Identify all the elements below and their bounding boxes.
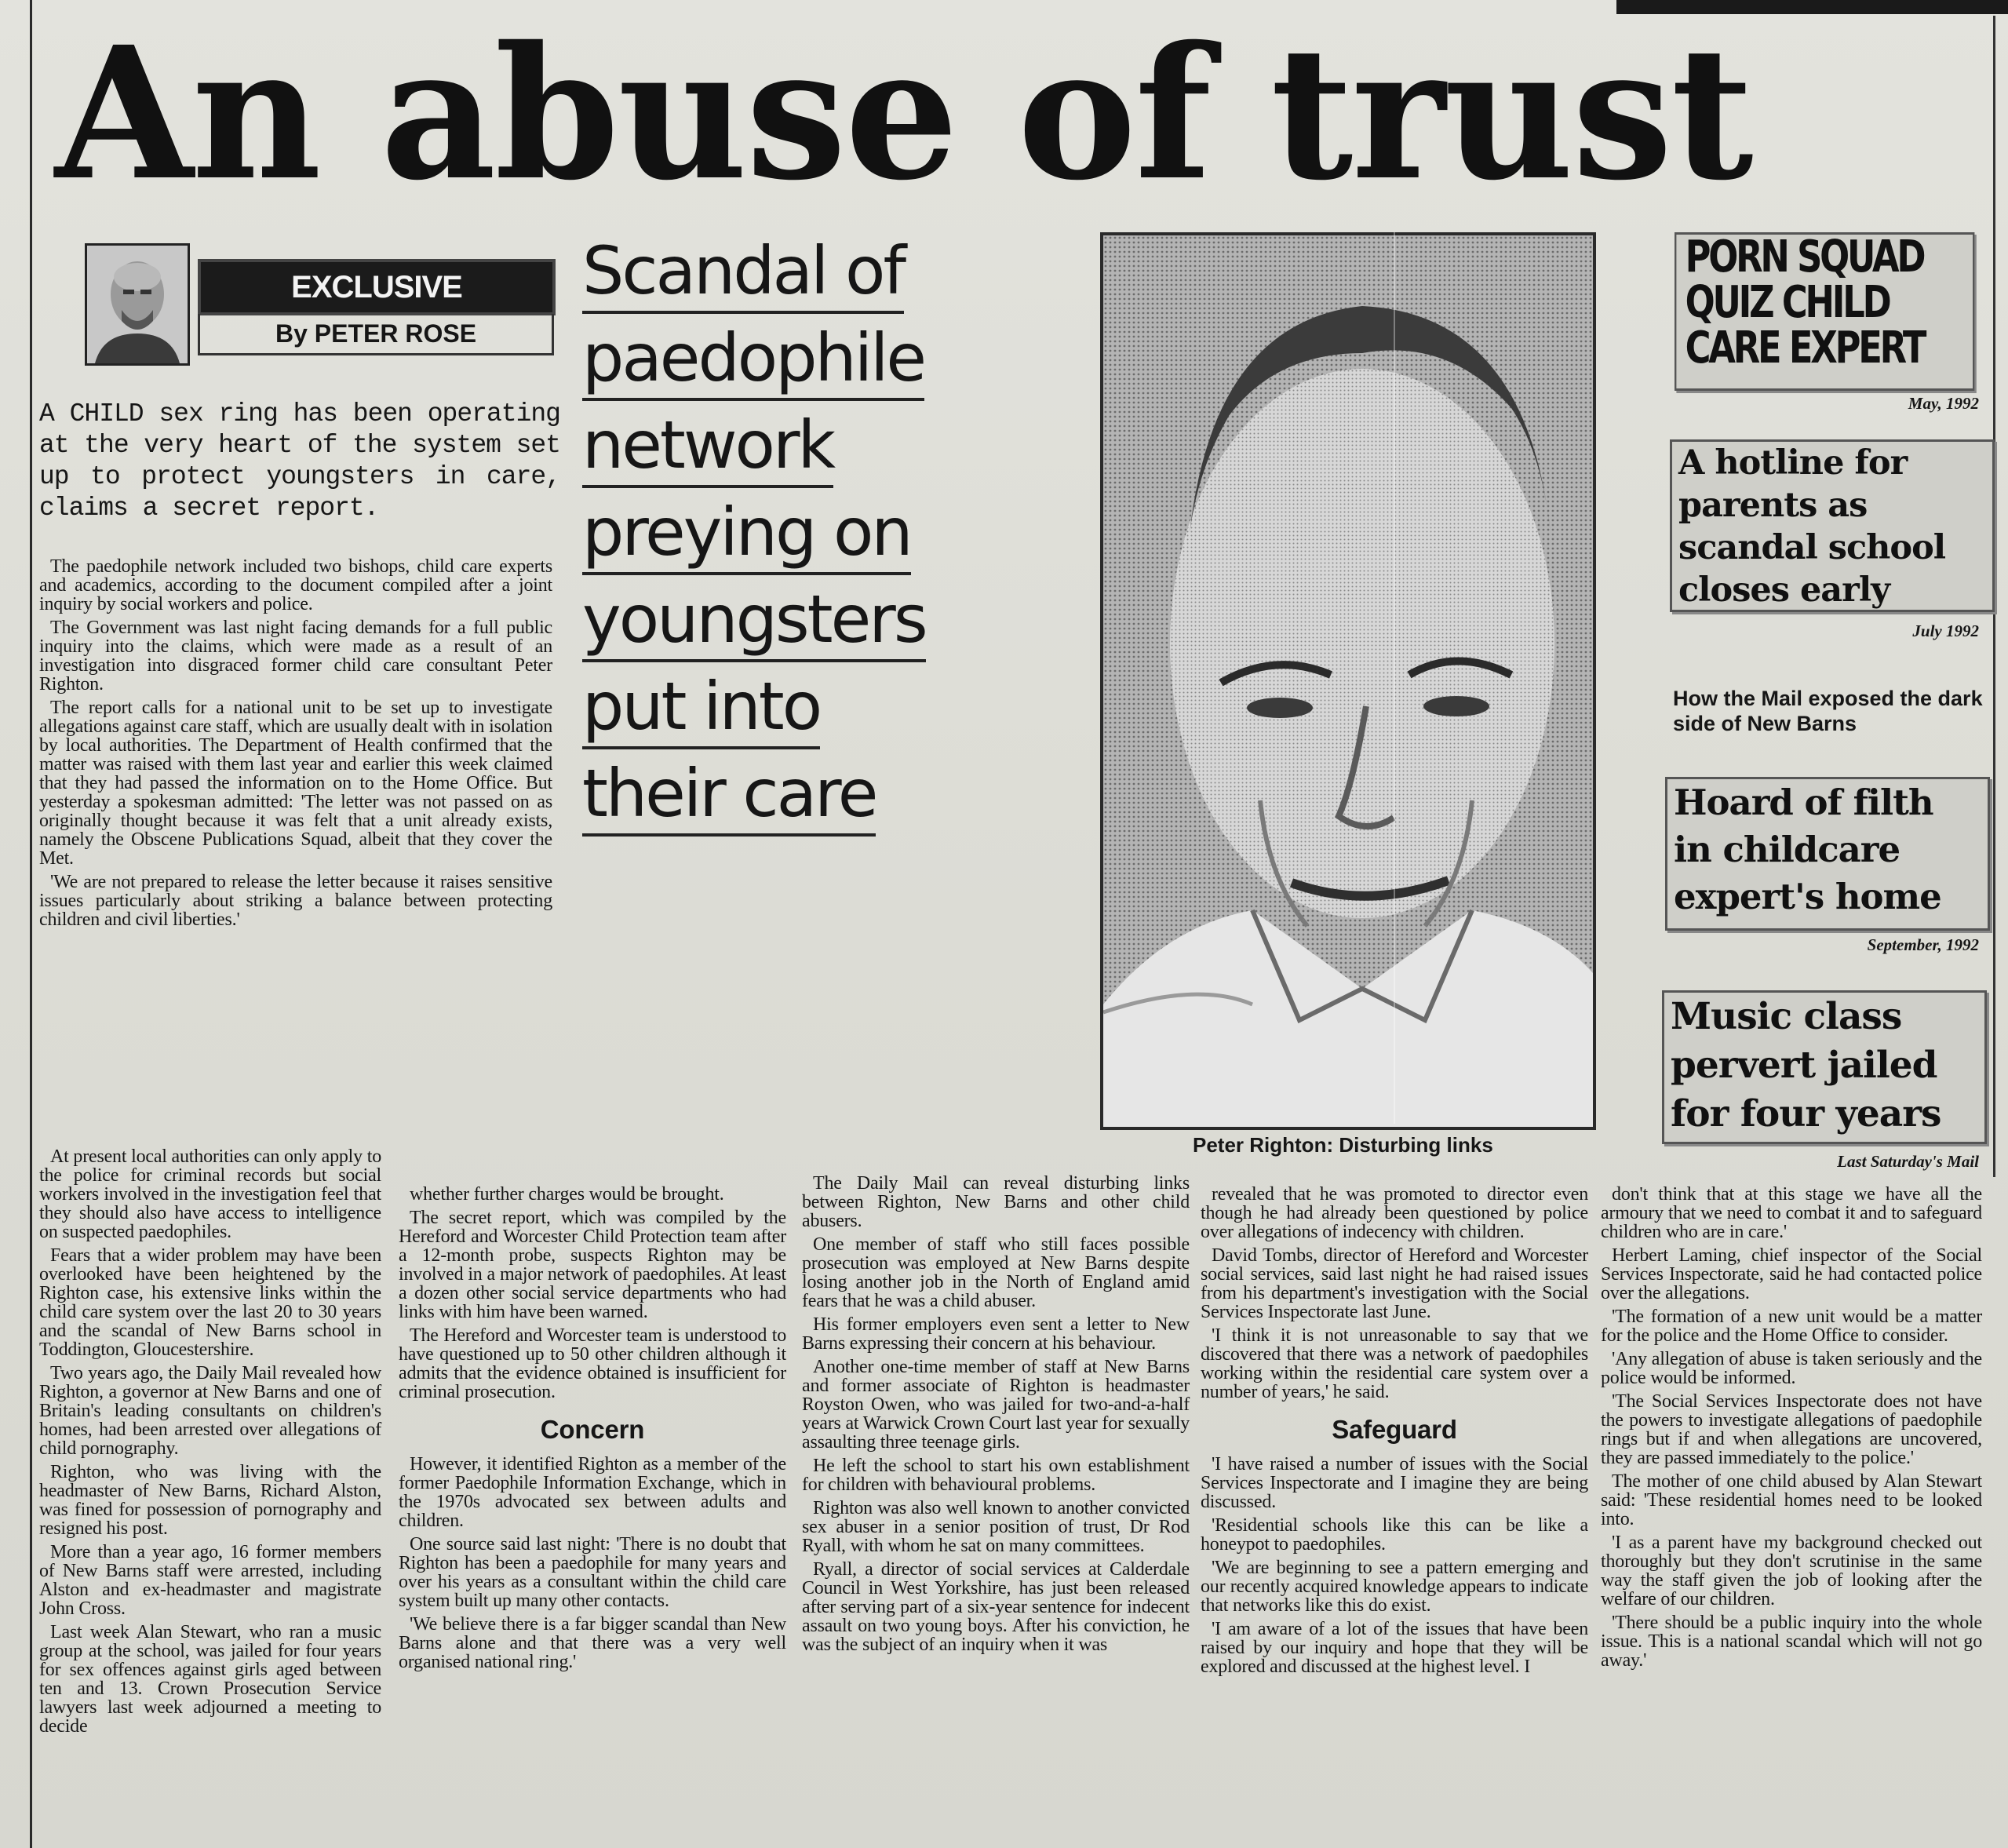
subheadline-text: paedophile: [582, 319, 924, 401]
cutting-line: CARE EXPERT: [1685, 323, 1925, 374]
lead-paragraph: A CHILD sex ring has been operating at the very heart of the system set up to protect youngsters in care, claims a secret report.: [39, 399, 560, 523]
column-4: [1201, 1185, 1588, 1681]
subheadline: [582, 228, 1061, 837]
article-paragraph: 'The Social Services Inspectorate does not have the powers to investigate allegations of paedophile rings but if and when allegations are uncovered, they are passed immediately to the police.': [1601, 1391, 1982, 1468]
cutting-date: July 1992: [1912, 621, 1979, 640]
subheadline-line: [582, 228, 1061, 315]
article-paragraph: The paedophile network included two bishops, child care experts and academics, according to the document compiled after a joint inquiry by social workers and police.: [39, 556, 552, 614]
subheadline-text: their care: [582, 755, 876, 837]
cutting-line: QUIZ CHILD: [1685, 277, 1890, 328]
byline-author: By PETER ROSE: [198, 314, 554, 355]
cutting-date: Last Saturday's Mail: [1837, 1152, 1979, 1171]
subheadline-text: Scandal of: [582, 232, 904, 314]
section-heading: Safeguard: [1332, 1415, 1457, 1444]
article-paragraph: Ryall, a director of social services at Calderdale Council in West Yorkshire, has just been released after serving part of a six-year sentence for indecent assault on two young boys. After his conviction, he was the subject of an inquiry when it was: [802, 1559, 1190, 1655]
article-paragraph: His former employers even sent a letter to New Barns expressing their concern at his behaviour.: [802, 1314, 1190, 1354]
cutting-line: closes early: [1678, 570, 1890, 610]
cutting-line: for four years: [1671, 1092, 1941, 1135]
article-paragraph: More than a year ago, 16 former members of New Barns staff were arrested, including Alston and ex-headmaster and magistrate John Cross.: [39, 1542, 381, 1619]
sidebar-intro: How the Mail exposed the dark side of New Barns: [1673, 687, 1983, 735]
article-paragraph: The Daily Mail can reveal disturbing links between Righton, New Barns and other child abusers.: [802, 1173, 1190, 1231]
subheadline-text: youngsters: [582, 581, 926, 662]
cutting-line: parents as: [1678, 486, 1868, 525]
portrait-photo: [1100, 232, 1596, 1130]
subheadline-text: put into: [582, 668, 820, 749]
exclusive-badge: [198, 259, 556, 315]
article-paragraph: Herbert Laming, chief inspector of the Social Services Inspectorate, said he had contacted police over the allegations.: [1601, 1245, 1982, 1303]
subheadline-line: [582, 750, 1061, 837]
article-paragraph: 'I as a parent have my background checked out thoroughly but they don't scrutinise in the same way the staff given the job of looking after the welfare of our children.: [1601, 1533, 1982, 1609]
article-paragraph: David Tombs, director of Hereford and Worcester social services, said last night he had raised issues from his department's investigation with the Social Services Inspectorate last June.: [1201, 1245, 1588, 1322]
article-paragraph: The Government was last night facing demands for a full public inquiry into the claims, which were made as a result of an investigation into disgraced former child care consultant Peter Righton.: [39, 618, 552, 694]
article-paragraph: The report calls for a national unit to be set up to investigate allegations against care staff, which are usually dealt with in isolation by local authorities. The Department of Health confirmed that the matter was raised with them last year and earlier this week claimed that they had passed the information on to the Home Office. But yesterday a spokesman admitted: 'The letter was not passed on as originally thought because it was felt that a unit already exists, namely the Obscene Publications Squad, albeit that they cover the Met.: [39, 698, 552, 869]
photo-fold-crease: [1394, 232, 1395, 1124]
cutting-line: Music class: [1671, 995, 1902, 1038]
subheadline-line: [582, 663, 1061, 750]
cutting-date: September, 1992: [1867, 935, 1979, 954]
article-paragraph: Two years ago, the Daily Mail revealed how Righton, a governor at New Barns and one of Britain's leading consultants on children's homes, had been arrested over allegations of child pornography.: [39, 1363, 381, 1459]
article-paragraph: The Hereford and Worcester team is understood to have questioned up to 50 other children although it admits that the evidence obtained is insufficient for criminal prosecution.: [399, 1325, 786, 1402]
left-border-rule: [30, 0, 32, 1848]
article-paragraph: revealed that he was promoted to director even though he had already been questioned by police over allegations of indecency with children.: [1201, 1184, 1588, 1242]
cutting-hotline: [1670, 439, 1995, 612]
article-paragraph: 'Residential schools like this can be like a honeypot to paedophiles.: [1201, 1515, 1588, 1555]
cutting-hoard: [1665, 777, 1990, 931]
photo-caption: Peter Righton: Disturbing links: [1193, 1133, 1493, 1157]
cutting-line: scandal school: [1678, 528, 1946, 567]
article-paragraph: 'I am aware of a lot of the issues that have been raised by our inquiry and hope that they will be explored and discussed at the highest level. I: [1201, 1619, 1588, 1677]
article-paragraph: At present local authorities can only apply to the police for criminal records but social workers involved in the investigation feel that they should also have access to intelligence on suspected paedophiles.: [39, 1146, 382, 1242]
column-1-upper: [39, 557, 552, 934]
cutting-line: A hotline for: [1678, 443, 1908, 483]
article-paragraph: 'We believe there is a far bigger scandal than New Barns alone and that there was a very well organised national ring.': [399, 1614, 786, 1672]
author-photo: [85, 243, 190, 366]
headline: An abuse of trust: [55, 6, 1752, 221]
subheadline-line: [582, 402, 1061, 489]
column-3: [802, 1174, 1190, 1659]
article-paragraph: 'The formation of a new unit would be a matter for the police and the Home Office to consider.: [1601, 1307, 1982, 1346]
article-paragraph: Righton was also well known to another convicted sex abuser in a senior position of trust, Dr Rod Ryall, with whom he sat on many committees.: [802, 1498, 1190, 1556]
section-heading: Concern: [540, 1415, 645, 1444]
article-paragraph: 'We are not prepared to release the letter because it raises sensitive issues particularly about striking a balance between protecting children and civil liberties.': [39, 872, 552, 930]
column-5: [1601, 1185, 1982, 1675]
article-paragraph: Last week Alan Stewart, who ran a music group at the school, was jailed for four years for sex offences against girls aged between ten and 13. Crown Prosecution Service lawyers last week adjourned a meeting to decide: [39, 1622, 381, 1737]
article-paragraph: One member of staff who still faces possible prosecution was employed at New Barns despite losing another job in the North of England amid fears that he was a child abuser.: [802, 1234, 1190, 1311]
cutting-line: in childcare: [1674, 829, 1900, 870]
cutting-line: Hoard of filth: [1674, 782, 1933, 823]
article-paragraph: The secret report, which was compiled by the Hereford and Worcester Child Protection team after a 12-month probe, suspects Righton may be involved in a major network of paedophiles. At least a dozen other social service departments who had links with him have been warned.: [399, 1208, 786, 1322]
subheadline-line: [582, 315, 1061, 402]
column-2: [399, 1185, 786, 1676]
article-paragraph: One source said last night: 'There is no doubt that Righton has been a paedophile for many years and over his years as a consultant within the child care system built up many other contacts.: [399, 1534, 786, 1611]
cutting-line: expert's home: [1674, 876, 1941, 917]
article-paragraph: 'I have raised a number of issues with the Social Services Inspectorate and I imagine they are being discussed.: [1201, 1454, 1588, 1512]
exclusive-label: EXCLUSIVE: [291, 270, 462, 304]
article-paragraph: 'Any allegation of abuse is taken seriously and the police would be informed.: [1601, 1349, 1982, 1388]
article-paragraph: 'There should be a public inquiry into the whole issue. This is a national scandal which will not go away.': [1601, 1613, 1982, 1671]
article-paragraph: 'I think it is not unreasonable to say that we discovered that there was a network of paedophiles working within the residential care system over a number of years,' he said.: [1201, 1325, 1588, 1402]
article-paragraph: 'We are beginning to see a pattern emerging and our recently acquired knowledge appears to indicate that networks like this do exist.: [1201, 1558, 1588, 1616]
cutting-porn-squad: [1675, 232, 1974, 391]
cutting-line: pervert jailed: [1671, 1044, 1937, 1087]
subheadline-line: [582, 489, 1061, 576]
article-paragraph: He left the school to start his own establishment for children with behavioural problems.: [802, 1456, 1190, 1495]
article-paragraph: whether further charges would be brought.: [410, 1184, 724, 1205]
article-paragraph: Another one-time member of staff at New Barns and former associate of Righton is headmaster Royston Owen, who was jailed for two-and-a-half years at Warwick Crown Court last year for sexually assaulting three teenage girls.: [802, 1357, 1190, 1453]
article-paragraph: Fears that a wider problem may have been overlooked have been heightened by the Righton case, his extensive links within the child care system over the last 20 to 30 years and the scandal of New Barns school in Toddington, Gloucestershire.: [39, 1245, 381, 1360]
article-paragraph: The mother of one child abused by Alan Stewart said: 'These residential homes need to be looked into.: [1601, 1471, 1982, 1529]
article-paragraph: Righton, who was living with the headmaster of New Barns, Richard Alston, was fined for possession of pornography and resigned his post.: [39, 1462, 381, 1539]
subheadline-text: network: [582, 406, 833, 488]
cutting-date: May, 1992: [1908, 394, 1979, 413]
cutting-music-class: [1662, 990, 1987, 1144]
cutting-line: PORN SQUAD: [1685, 231, 1924, 282]
article-paragraph: don't think that at this stage we have all the armoury that we need to combat it and to safeguard children who are in care.': [1601, 1184, 1982, 1242]
subheadline-text: preying on: [582, 494, 911, 575]
article-paragraph: However, it identified Righton as a member of the former Paedophile Information Exchange, which in the 1970s advocated sex between adults and children.: [399, 1454, 786, 1531]
column-1-lower: [39, 1147, 381, 1740]
subheadline-line: [582, 576, 1061, 663]
